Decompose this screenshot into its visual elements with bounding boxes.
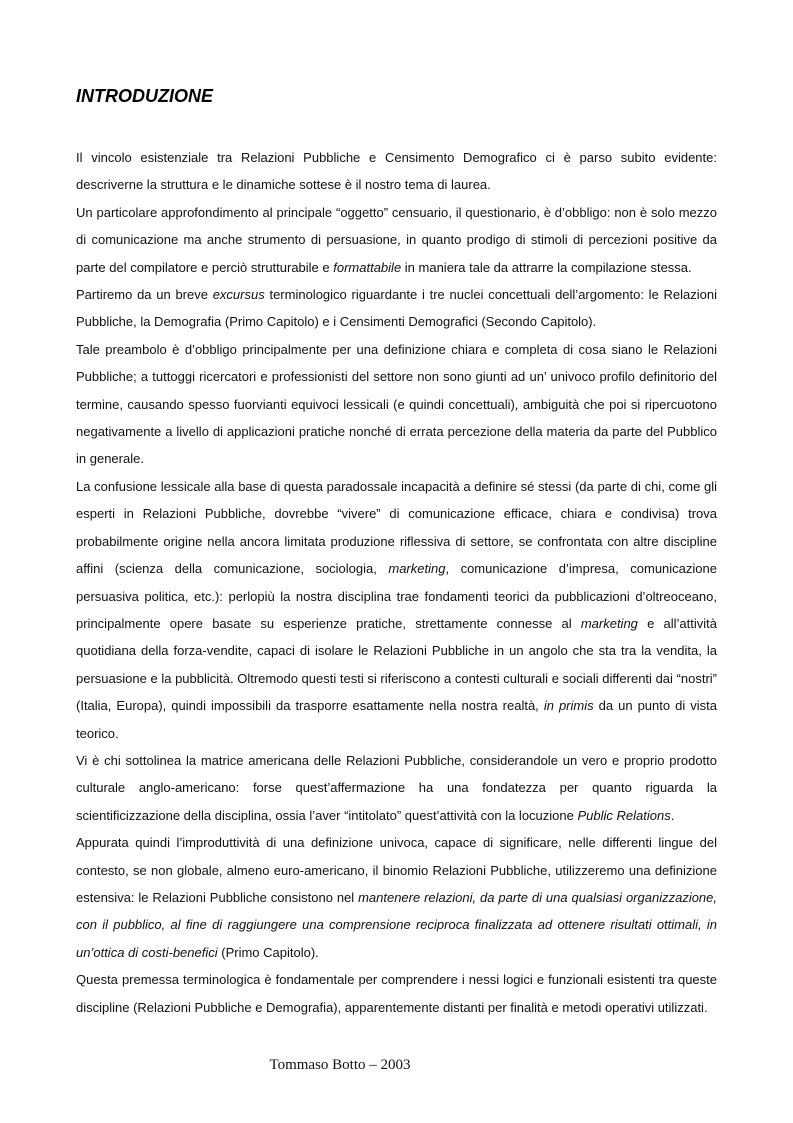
paragraph-6: Vi è chi sottolinea la matrice americana delle Relazioni Pubbliche, considerandole un vero e proprio prodotto culturale anglo-americano: forse quest’affermazione ha una fondatezza per quanto riguarda la scientificizzazione della disciplina, ossia l’aver “intitolato” quest’attività con la locuzione Public Relations. bbox=[76, 752, 717, 823]
document-body bbox=[76, 144, 717, 1021]
paragraph-7: Appurata quindi l’improduttività di una definizione univoca, capace di significare, nelle differenti lingue del contesto, se non globale, almeno euro-americano, il binomio Relazioni Pubbliche, utilizzeremo una definizione estensiva: le Relazioni Pubbliche consistono nel mantenere relazioni, da parte di una qualsiasi organizzazione, con il pubblico, al fine di raggiungere una comprensione reciproca finalizzata ad ottenere risultati ottimali, in un’ottica di costi-benefici (Primo Capitolo). bbox=[76, 835, 718, 960]
paragraph-4: Tale preambolo è d’obbligo principalmente per una definizione chiara e completa di cosa siano le Relazioni Pubbliche; a tuttoggi ricercatori e professionisti del settore non sono giunti ad un’ univoco profilo definitorio del termine, causando spesso fuorvianti equivoci lessicali (e quindi concettuali), ambiguità che poi si ripercuotono negativamente a livello di applicazioni pratiche nonché di errata percezione della materia da parte del Pubblico in generale. bbox=[76, 341, 717, 467]
page-footer: Tommaso Botto – 2003 bbox=[269, 1057, 411, 1073]
page-title: INTRODUZIONE bbox=[76, 86, 213, 106]
paragraph-3: Partiremo da un breve excursus terminologico riguardante i tre nuclei concettuali dell’argomento: le Relazioni Pubbliche, la Demografia (Primo Capitolo) e i Censimenti Demografici (Secondo Capitolo). bbox=[76, 287, 718, 330]
paragraph-8: Questa premessa terminologica è fondamentale per comprendere i nessi logici e funzionali esistenti tra queste discipline (Relazioni Pubbliche e Demografia), apparentemente distanti per finalità e metodi operativi utilizzati. bbox=[76, 972, 717, 1015]
paragraph-1: Il vincolo esistenziale tra Relazioni Pubbliche e Censimento Demografico ci è parso subito evidente: descriverne la struttura e le dinamiche sottese è il nostro tema di laurea. bbox=[76, 150, 717, 193]
paragraph-2: Un particolare approfondimento al principale “oggetto” censuario, il questionario, è d’obbligo: non è solo mezzo di comunicazione ma anche strumento di persuasione, in quanto prodigo di stimoli di percezioni positive da parte del compilatore e perciò strutturabile e formattabile in maniera tale da attrarre la compilazione stessa. bbox=[76, 204, 717, 275]
paragraph-5: La confusione lessicale alla base di questa paradossale incapacità a definire sé stessi (da parte di chi, come gli esperti in Relazioni Pubbliche, dovrebbe “vivere” di comunicazione efficace, chiara e condivisa) trova probabilmente origine nella ancora limitata produzione riflessiva di settore, se confrontata con altre discipline affini (scienza della comunicazione, sociologia, marketing, comunicazione d’impresa, comunicazione persuasiva politica, etc.): perlopiù la nostra disciplina trae fondamenti teorici da pubblicazioni d’oltreoceano, principalmente opere basate su esperienze pratiche, strettamente connesse al marketing e all’attività quotidiana della forza-vendite, capaci di isolare le Relazioni Pubbliche in un angolo che sta tra la vendita, la persuasione e la pubblicità. Oltremodo questi testi si riferiscono a contesti culturali e sociali differenti dai “nostri” (Italia, Europa), quindi impossibili da trasporre esattamente nella nostra realtà, in primis da un punto di vista teorico. bbox=[76, 478, 717, 741]
